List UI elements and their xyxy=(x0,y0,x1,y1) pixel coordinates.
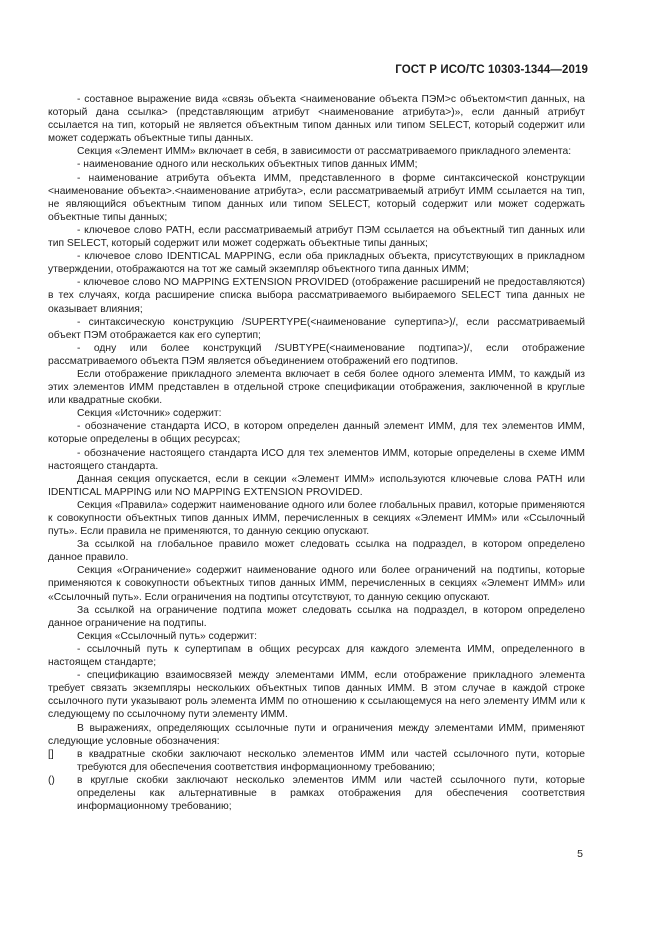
paragraph: В выражениях, определяющих ссылочные пути и ограничения между элементами ИММ, применяют следующие условные обозначения: xyxy=(48,722,585,747)
paragraph: За ссылкой на глобальное правило может следовать ссылка на подраздел, в котором определено данное правило. xyxy=(48,539,585,564)
paragraph: Секция «Элемент ИММ» включает в себя, в зависимости от рассматриваемого прикладного элемента: xyxy=(77,146,572,158)
paragraph: Если отображение прикладного элемента включает в себя более одного элемента ИММ, то каждый из этих элементов ИММ представлен в отдельной строке спецификации отображения, заключенной в круглые или квадратные скобки. xyxy=(48,368,585,407)
notation-text: в круглые скобки заключают несколько элементов ИММ или частей ссылочного пути, которые определены как альтернативные в рамках отображения для обеспечения соответствия информационному требованию; xyxy=(77,774,585,813)
standard-designation: ГОСТ Р ИСО/ТС 10303-1344—2019 xyxy=(395,64,588,76)
notation-item xyxy=(48,774,585,813)
paragraph: - обозначение настоящего стандарта ИСО для тех элементов ИММ, которые определены в схеме ИММ настоящего стандарта. xyxy=(48,447,585,472)
paragraph: Секция «Источник» содержит: xyxy=(77,408,222,420)
paragraph: - ссылочный путь к супертипам в общих ресурсах для каждого элемента ИММ, определенного в настоящем стандарте; xyxy=(48,643,585,669)
paragraph: - составное выражение вида «связь объекта <наименование объекта ПЭМ>с объектом<тип данных, на который дана ссылка> (представляющим атрибут <наименование атрибута>)», если данный атрибут ссылается на тип, который не является объектным типом данных или типом SELECT, который содержит или может содержать объектные типы данных. xyxy=(48,94,585,145)
notation-item xyxy=(48,748,585,774)
paragraph: - одну или более конструкций /SUBTYPE(<наименование подтипа>)/, если отображение рассматриваемого объекта ПЭМ является объединением отображений его подтипов. xyxy=(48,342,585,367)
body-text xyxy=(48,93,585,813)
paragraph: - ключевое слово IDENTICAL MAPPING, если оба прикладных объекта, присутствующих в прикладном утверждении, отображаются на тот же самый экземпляр объектного типа данных ИММ; xyxy=(48,251,585,276)
paragraph: - наименование атрибута объекта ИММ, представленного в форме синтаксической конструкции <наименование объекта>.<наименование атрибута>, если рассматриваемый атрибут ИММ ссылается на тип, не являющийся объектным типом данных или типом SELECT, который содержит или может содержать объектные типы данных; xyxy=(48,172,585,223)
paragraph: Данная секция опускается, если в секции «Элемент ИММ» используются ключевые слова PATH или IDENTICAL MAPPING или NO MAPPING EXTENSION PROVIDED. xyxy=(48,473,585,498)
notation-text: в квадратные скобки заключают несколько элементов ИММ или частей ссылочного пути, которые требуются для обеспечения соответствия информационному требованию; xyxy=(77,748,585,773)
paragraph: Секция «Правила» содержит наименование одного или более глобальных правил, которые применяются к совокупности объектных типов данных ИММ, перечисленных в секциях «Элемент ИММ» или «Ссылочный путь». Если правила не применяются, то данную секцию опускают. xyxy=(48,499,585,538)
notation-symbol: () xyxy=(48,774,55,786)
paragraph: - обозначение стандарта ИСО, в котором определен данный элемент ИММ, для тех элементов ИММ, которые определены в общих ресурсах; xyxy=(48,421,585,446)
page-number: 5 xyxy=(577,848,583,860)
paragraph: Секция «Ограничение» содержит наименование одного или более ограничений на подтипы, которые применяются к совокупности объектных типов данных ИММ, перечисленных в секциях «Элемент ИММ» или «Ссылочный путь». Если ограничения на подтипы отсутствуют, то данную секцию опускают. xyxy=(48,565,585,603)
paragraph: - наименование одного или нескольких объектных типов данных ИММ; xyxy=(77,159,418,171)
paragraph: За ссылкой на ограничение подтипа может следовать ссылка на подраздел, в котором определено данное ограничение на подтипы. xyxy=(48,604,585,629)
paragraph: - синтаксическую конструкцию /SUPERTYPE(<наименование супертипа>)/, если рассматриваемый объект ПЭМ отображается как его супертип; xyxy=(48,316,585,341)
paragraph: - спецификацию взаимосвязей между элементами ИММ, если отображение прикладного элемента требует связать экземпляры нескольких объектных типов данных ИММ. В этом случае в каждой строке ссылочного пути указывают роль элемента ИММ по отношению к ссылающемуся на него элементу ИММ или к следующему по ссылочному пути элементу ИММ. xyxy=(48,670,585,721)
paragraph: - ключевое слово NO MAPPING EXTENSION PROVIDED (отображение расширений не предоставляются) в тех случаях, когда расширение списка выбора рассматриваемого выбираемого SELECT типа данных не оказывает влияния; xyxy=(48,277,585,315)
paragraph: Секция «Ссылочный путь» содержит: xyxy=(77,630,257,642)
paragraph: - ключевое слово PATH, если рассматриваемый атрибут ПЭМ ссылается на объектный тип данных или тип SELECT, который содержит или может содержать объектные типы данных; xyxy=(48,224,585,250)
notation-symbol: [] xyxy=(48,748,54,760)
